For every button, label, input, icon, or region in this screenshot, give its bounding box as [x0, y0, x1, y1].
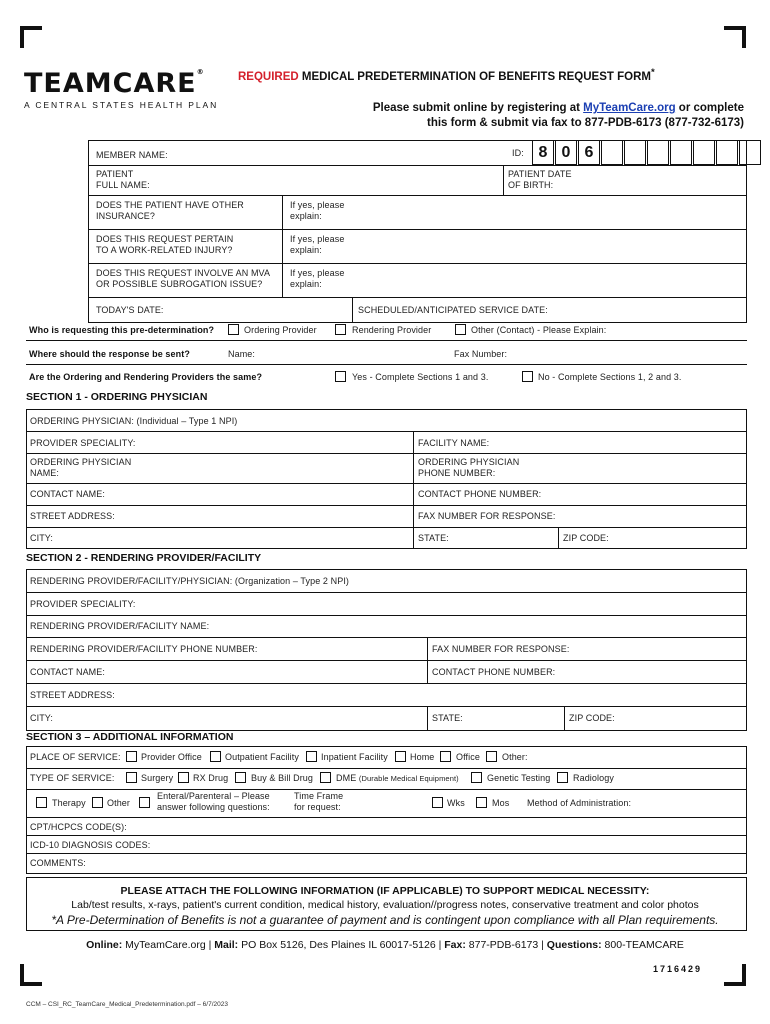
divider	[503, 165, 504, 195]
divider	[427, 706, 428, 731]
divider	[352, 297, 353, 323]
member-id-digit-box[interactable]	[670, 140, 692, 165]
s1-provider-specialty-field[interactable]: PROVIDER SPECIALITY:	[30, 438, 136, 448]
same-yes-label: Yes - Complete Sections 1 and 3.	[352, 372, 489, 382]
surgery-label: Surgery	[141, 773, 174, 783]
s2-phone-field[interactable]: RENDERING PROVIDER/FACILITY PHONE NUMBER:	[30, 644, 258, 654]
ordering-provider-label: Ordering Provider	[244, 325, 317, 335]
s1-contact-phone-field[interactable]: CONTACT PHONE NUMBER:	[418, 489, 542, 499]
section3-heading: SECTION 3 – ADDITIONAL INFORMATION	[26, 731, 234, 743]
title-asterisk: *	[650, 67, 655, 78]
form-number: 1716429	[652, 964, 702, 974]
mva-explain-field[interactable]: If yes, please explain:	[290, 268, 345, 289]
s2-fax-field[interactable]: FAX NUMBER FOR RESPONSE:	[432, 644, 570, 654]
member-info-box	[88, 140, 747, 323]
disclaimer: *A Pre-Determination of Benefits is not a guarantee of payment and is contingent upon compliance with all Plan requirements.	[51, 913, 719, 927]
response-name-field[interactable]: Name:	[228, 349, 256, 359]
radiology-checkbox[interactable]	[557, 772, 568, 783]
divider	[88, 165, 747, 166]
enteral-checkbox[interactable]	[139, 797, 150, 808]
ordering-physician-name-field[interactable]: ORDERING PHYSICIAN NAME:	[30, 457, 132, 478]
rendering-provider-checkbox[interactable]	[335, 324, 346, 335]
divider	[88, 229, 747, 230]
months-checkbox[interactable]	[476, 797, 487, 808]
divider	[26, 817, 747, 818]
divider	[88, 263, 747, 264]
member-id-digit-box[interactable]: 6	[578, 140, 600, 165]
submit-instructions	[373, 101, 744, 131]
home-label: Home	[410, 752, 435, 762]
comments-field[interactable]: COMMENTS:	[30, 858, 86, 868]
divider	[282, 195, 283, 297]
divider	[26, 853, 747, 854]
member-id-digit-box[interactable]	[601, 140, 623, 165]
submit-text-end: or complete	[675, 102, 744, 114]
icd10-codes-field[interactable]: ICD-10 DIAGNOSIS CODES:	[30, 840, 151, 850]
same-no-checkbox[interactable]	[522, 371, 533, 382]
other-place-checkbox[interactable]	[486, 751, 497, 762]
buy-bill-drug-label: Buy & Bill Drug	[251, 773, 314, 783]
divider	[26, 431, 747, 432]
member-id-digit-box[interactable]: 0	[555, 140, 577, 165]
ordering-physician-field[interactable]: ORDERING PHYSICIAN: (Individual – Type 1 NPI)	[30, 416, 238, 426]
same-no-label: No - Complete Sections 1, 2 and 3.	[538, 372, 682, 382]
other-insurance-question: DOES THE PATIENT HAVE OTHER INSURANCE?	[96, 200, 244, 221]
teamcare-logo	[24, 68, 218, 110]
member-id-digit-box[interactable]	[693, 140, 715, 165]
s2-zip-field[interactable]: ZIP CODE:	[569, 713, 615, 723]
method-of-administration-field[interactable]: Method of Administration:	[527, 798, 632, 808]
divider	[88, 195, 747, 196]
s1-fax-field[interactable]: FAX NUMBER FOR RESPONSE:	[418, 511, 556, 521]
member-id-digit-box[interactable]: 8	[532, 140, 554, 165]
patient-full-name-field[interactable]: PATIENT FULL NAME:	[96, 169, 150, 190]
type-of-service-label: TYPE OF SERVICE:	[30, 773, 115, 783]
divider	[413, 431, 414, 549]
crop-mark-bottom-left	[20, 964, 42, 986]
therapy-label: Therapy	[52, 798, 86, 808]
logo-tagline: A CENTRAL STATES HEALTH PLAN	[24, 100, 219, 110]
divider	[26, 340, 747, 341]
other-insurance-explain-field[interactable]: If yes, please explain:	[290, 200, 345, 221]
same-yes-checkbox[interactable]	[335, 371, 346, 382]
id-label: ID:	[512, 148, 524, 158]
work-injury-explain-field[interactable]: If yes, please explain:	[290, 234, 345, 255]
provider-office-label: Provider Office	[141, 752, 202, 762]
dme-label: DME (Durable Medical Equipment)	[336, 773, 459, 783]
submit-text: Please submit online by registering at	[372, 102, 584, 114]
myteamcare-link[interactable]: MyTeamCare.org	[583, 102, 676, 114]
rendering-physician-field[interactable]: RENDERING PROVIDER/FACILITY/PHYSICIAN: (Organization – Type 2 NPI)	[30, 576, 350, 586]
buy-bill-drug-checkbox[interactable]	[235, 772, 246, 783]
place-of-service-label: PLACE OF SERVICE:	[30, 752, 121, 762]
time-frame-label: Time Frame for request:	[294, 791, 344, 812]
work-injury-question: DOES THIS REQUEST PERTAIN TO A WORK-RELATED INJURY?	[96, 234, 234, 255]
weeks-checkbox[interactable]	[432, 797, 443, 808]
divider	[26, 615, 747, 616]
submit-fax-text: this form & submit via fax to 877-PDB-6173 (877-732-6173)	[426, 117, 744, 129]
office-label: Office	[456, 752, 480, 762]
member-id-digit-box[interactable]	[624, 140, 646, 165]
response-question: Where should the response be sent?	[29, 349, 190, 359]
cpt-codes-field[interactable]: CPT/HCPCS CODE(S):	[30, 822, 127, 832]
divider	[26, 592, 747, 593]
divider	[26, 683, 747, 684]
service-date-field[interactable]: SCHEDULED/ANTICIPATED SERVICE DATE:	[358, 305, 548, 315]
outpatient-facility-label: Outpatient Facility	[225, 752, 299, 762]
provider-office-checkbox[interactable]	[126, 751, 137, 762]
divider	[26, 768, 747, 769]
attach-title: PLEASE ATTACH THE FOLLOWING INFORMATION (IF APPLICABLE) TO SUPPORT MEDICAL NECESSITY:	[120, 885, 650, 897]
todays-date-field[interactable]: TODAY'S DATE:	[96, 305, 164, 315]
divider	[26, 706, 747, 707]
divider	[26, 453, 747, 454]
divider	[26, 789, 747, 790]
s1-city-field[interactable]: CITY:	[30, 533, 54, 543]
section2-heading: SECTION 2 - RENDERING PROVIDER/FACILITY	[26, 552, 262, 564]
divider	[26, 505, 747, 506]
divider	[26, 637, 747, 638]
therapy-checkbox[interactable]	[36, 797, 47, 808]
rx-drug-checkbox[interactable]	[178, 772, 189, 783]
genetic-testing-label: Genetic Testing	[487, 773, 551, 783]
divider	[558, 527, 559, 549]
inpatient-facility-label: Inpatient Facility	[321, 752, 388, 762]
member-id-digit-box[interactable]	[739, 140, 761, 165]
section3-box	[26, 746, 747, 874]
member-id-digit-box[interactable]	[716, 140, 738, 165]
rendering-provider-label: Rendering Provider	[352, 325, 432, 335]
section1-heading: SECTION 1 - ORDERING PHYSICIAN	[26, 391, 208, 403]
ordering-provider-checkbox[interactable]	[228, 324, 239, 335]
divider	[26, 835, 747, 836]
other-type-checkbox[interactable]	[92, 797, 103, 808]
s1-contact-name-field[interactable]: CONTACT NAME:	[30, 489, 105, 499]
s2-state-field[interactable]: STATE:	[432, 713, 463, 723]
divider	[26, 364, 747, 365]
s2-contact-name-field[interactable]: CONTACT NAME:	[30, 667, 105, 677]
logo-registered: ®	[196, 68, 205, 76]
radiology-label: Radiology	[573, 773, 614, 783]
genetic-testing-checkbox[interactable]	[471, 772, 482, 783]
divider	[26, 660, 747, 661]
s1-state-field[interactable]: STATE:	[418, 533, 449, 543]
divider	[88, 297, 747, 298]
document-reference: CCM – CSI_RC_TeamCare_Medical_Predetermination.pdf – 6/7/2023	[26, 1001, 228, 1008]
requester-question: Who is requesting this pre-determination?	[29, 325, 215, 335]
weeks-label: Wks	[447, 798, 465, 808]
logo-wordmark: TEAMCARE	[24, 68, 197, 99]
s1-facility-name-field[interactable]: FACILITY NAME:	[418, 438, 490, 448]
s1-zip-field[interactable]: ZIP CODE:	[563, 533, 609, 543]
divider	[26, 483, 747, 484]
dme-checkbox[interactable]	[320, 772, 331, 783]
inpatient-facility-checkbox[interactable]	[306, 751, 317, 762]
crop-mark-top-left	[20, 26, 42, 48]
s2-contact-phone-field[interactable]: CONTACT PHONE NUMBER:	[432, 667, 556, 677]
divider	[427, 637, 428, 683]
enteral-label: Enteral/Parenteral – Please answer following questions:	[157, 791, 270, 812]
s2-provider-specialty-field[interactable]: PROVIDER SPECIALITY:	[30, 599, 136, 609]
other-place-label: Other:	[502, 752, 528, 762]
rx-drug-label: RX Drug	[193, 773, 229, 783]
title-text: MEDICAL PREDETERMINATION OF BENEFITS REQUEST FORM	[298, 70, 651, 83]
other-contact-checkbox[interactable]	[455, 324, 466, 335]
crop-mark-bottom-right	[724, 964, 746, 986]
title-required: REQUIRED	[238, 70, 299, 83]
surgery-checkbox[interactable]	[126, 772, 137, 783]
other-contact-label: Other (Contact) - Please Explain:	[471, 325, 607, 335]
s2-city-field[interactable]: CITY:	[30, 713, 54, 723]
s2-facility-name-field[interactable]: RENDERING PROVIDER/FACILITY NAME:	[30, 621, 210, 631]
s1-street-address-field[interactable]: STREET ADDRESS:	[30, 511, 115, 521]
other-type-label: Other	[107, 798, 131, 808]
member-id-digit-box[interactable]	[647, 140, 669, 165]
section1-box	[26, 409, 747, 549]
patient-dob-field[interactable]: PATIENT DATE OF BIRTH:	[508, 169, 572, 190]
s2-street-address-field[interactable]: STREET ADDRESS:	[30, 690, 115, 700]
home-checkbox[interactable]	[395, 751, 406, 762]
footer-contact: Online: MyTeamCare.org | Mail: PO Box 5126, Des Plaines IL 60017-5126 | Fax: 877-PDB-6173 | Questions: 800-TEAMCARE	[86, 939, 684, 951]
mva-question: DOES THIS REQUEST INVOLVE AN MVA OR POSSIBLE SUBROGATION ISSUE?	[96, 268, 271, 289]
divider	[564, 706, 565, 731]
office-checkbox[interactable]	[440, 751, 451, 762]
form-title	[238, 67, 655, 83]
attach-requirements: Lab/test results, x-rays, patient's current condition, medical history, evaluation//progress notes, conservative treatment and color photos	[71, 899, 699, 911]
response-fax-field[interactable]: Fax Number:	[454, 349, 508, 359]
divider	[26, 527, 747, 528]
ordering-physician-phone-field[interactable]: ORDERING PHYSICIAN PHONE NUMBER:	[418, 457, 520, 478]
outpatient-facility-checkbox[interactable]	[210, 751, 221, 762]
same-provider-question: Are the Ordering and Rendering Providers the same?	[29, 372, 263, 382]
crop-mark-top-right	[724, 26, 746, 48]
months-label: Mos	[492, 798, 510, 808]
member-name-field[interactable]: MEMBER NAME:	[96, 150, 168, 160]
